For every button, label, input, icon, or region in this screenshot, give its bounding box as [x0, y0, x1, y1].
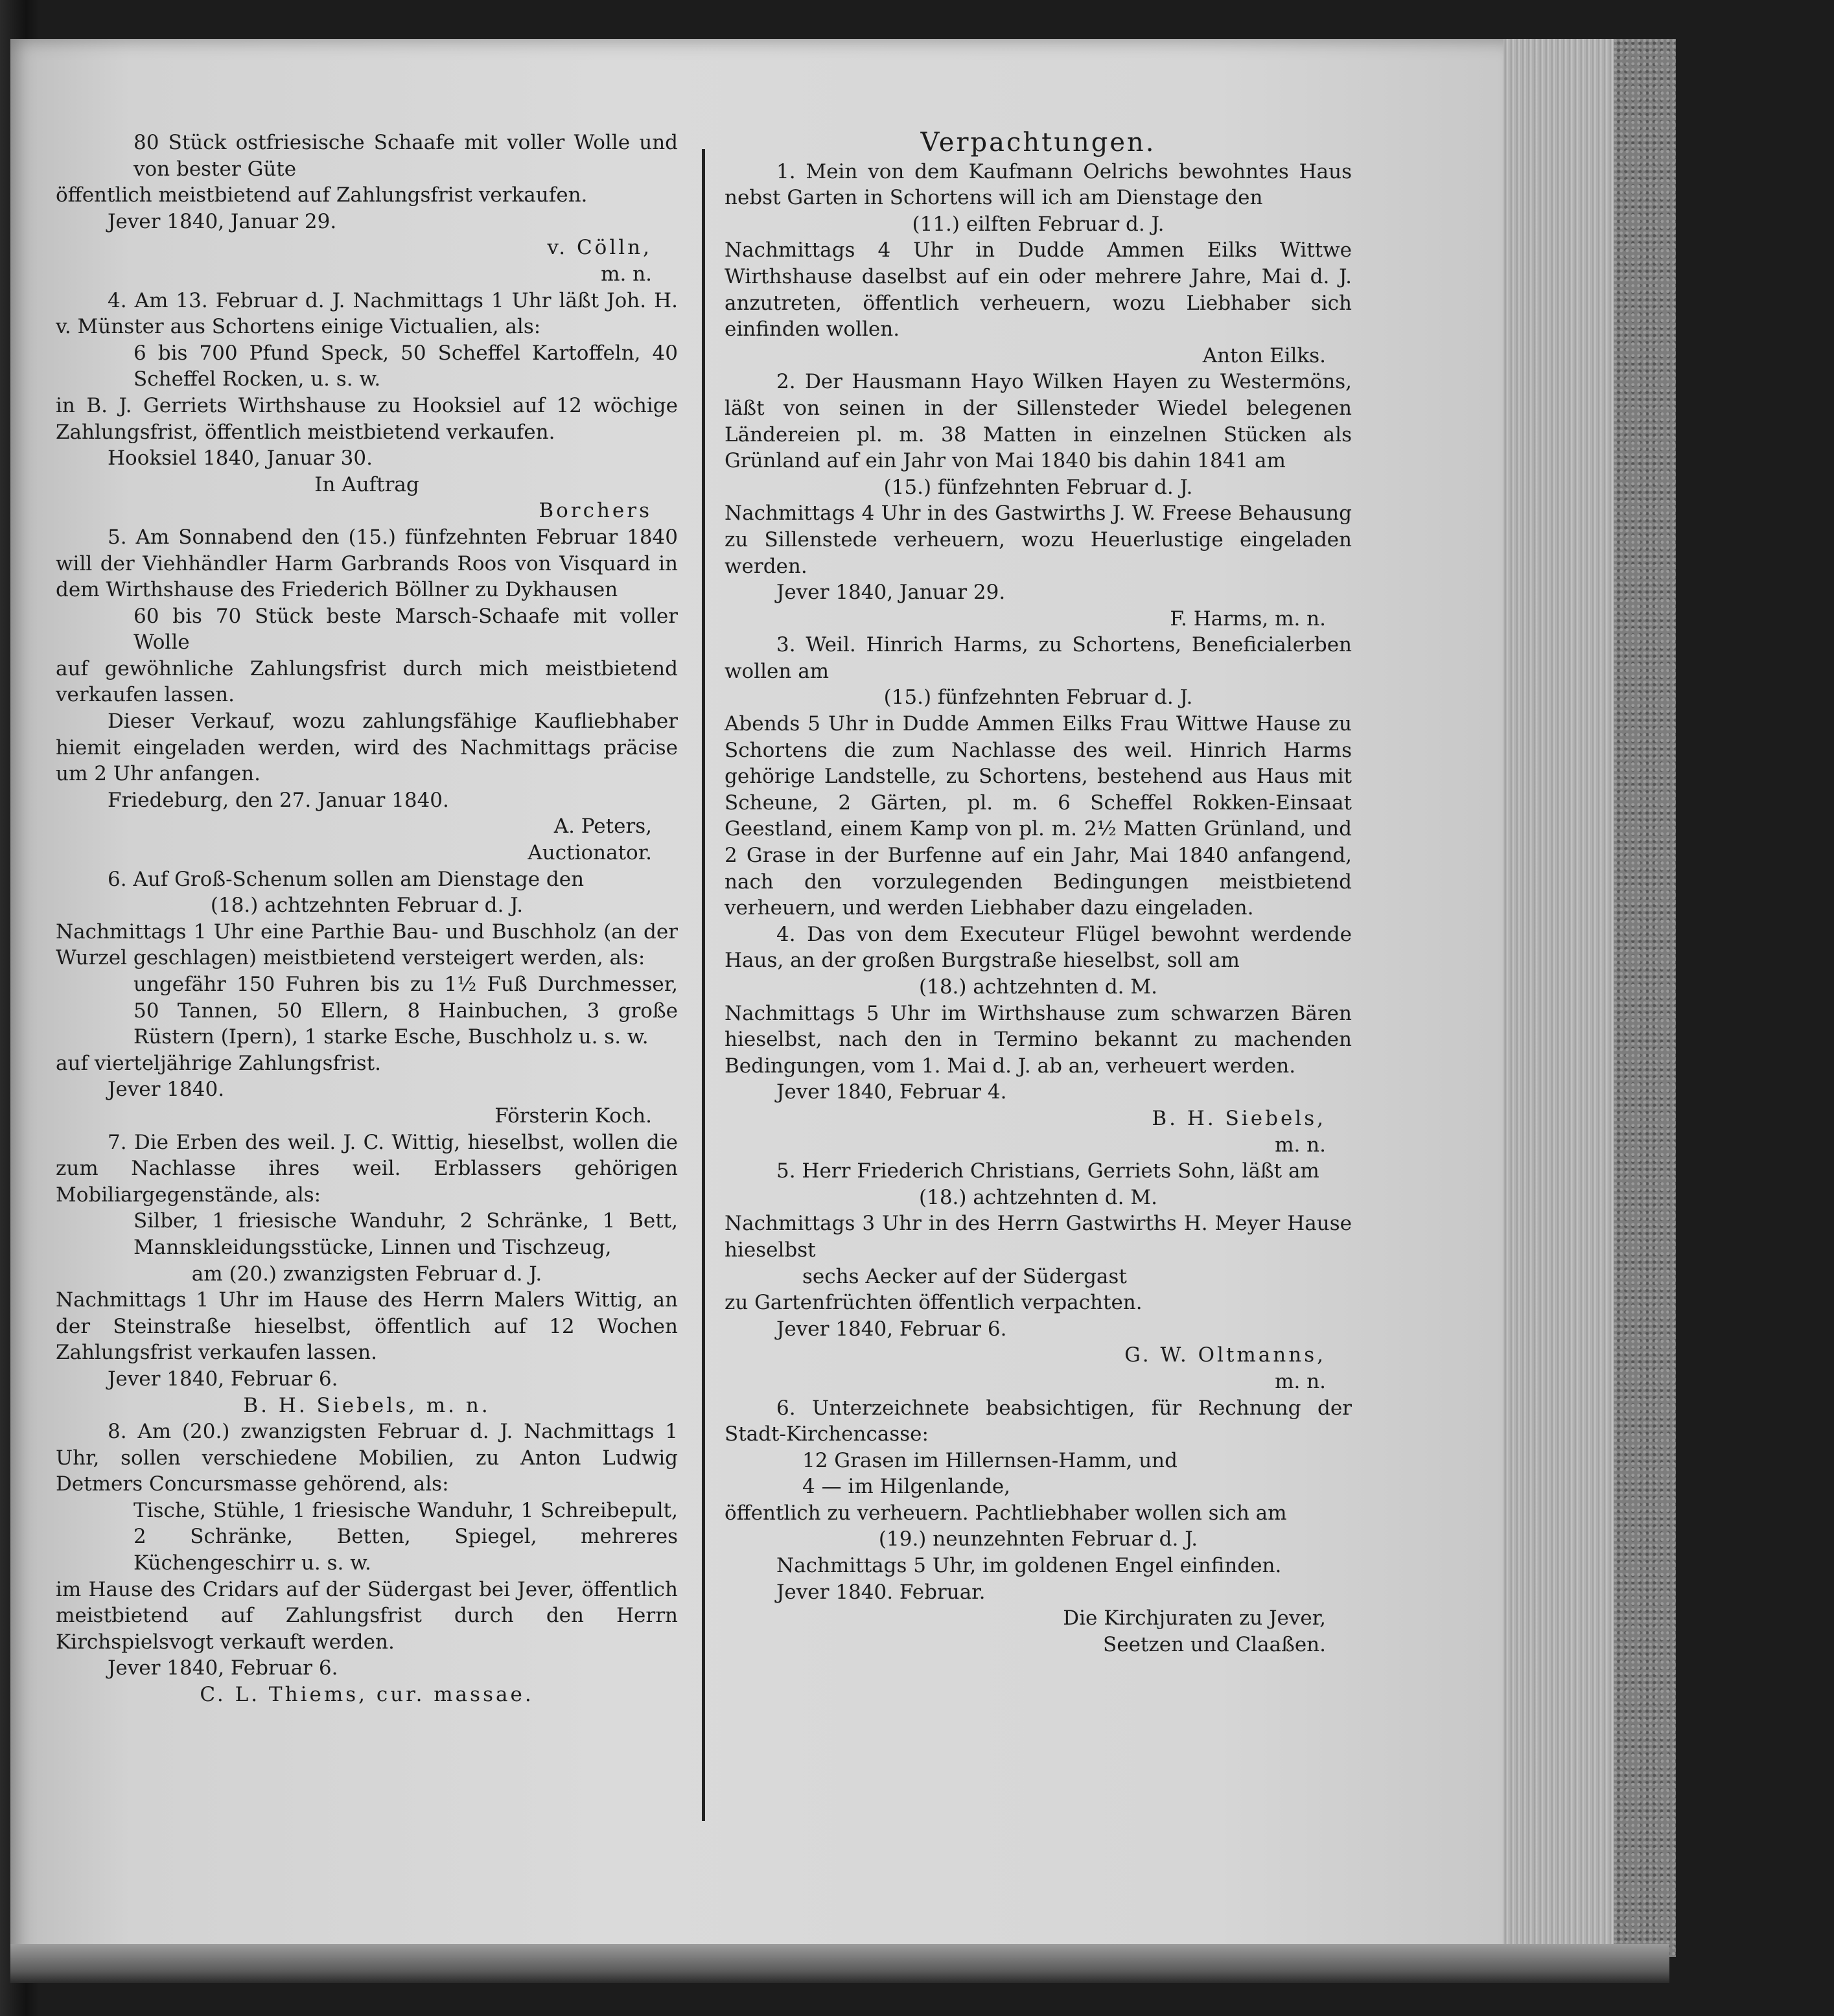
text-line: Nachmittags 4 Uhr in Dudde Ammen Eilks Wittwe Wirthshause daselbst auf ein oder mehrere Jahre, Mai d. J. anzutreten, öffentlich verheuern, wozu Liebhaber sich einfinden wollen.	[725, 238, 1352, 342]
text-line: am (20.) zwanzigsten Februar d. J.	[191, 1262, 542, 1286]
text-line: Nachmittags 5 Uhr im Wirthshause zum schwarzen Bären hieselbst, nach den in Termino bekannt zu machenden Bedingungen, vom 1. Mai d. J. ab an, verheuert werden.	[725, 1001, 1352, 1078]
text-line: B. H. Siebels,	[1152, 1106, 1326, 1130]
text-line: öffentlich meistbietend auf Zahlungsfrist verkaufen.	[56, 183, 588, 207]
text-line: Hooksiel 1840, Januar 30.	[108, 446, 373, 470]
text-line: v. Cölln,	[547, 236, 652, 260]
text-line: 5. Am Sonnabend den (15.) fünfzehnten Februar 1840 will der Viehhändler Harm Garbrands Roos von Visquard in dem Wirthshause des Friederich Böllner zu Dykhausen	[56, 525, 678, 602]
text-line: Jever 1840, Februar 4.	[776, 1080, 1007, 1104]
text-line: Jever 1840. Februar.	[776, 1580, 986, 1604]
text-line: Jever 1840, Februar 6.	[776, 1317, 1007, 1341]
text-line: 7. Die Erben des weil. J. C. Wittig, hieselbst, wollen die zum Nachlasse ihres weil. Erblassers gehörigen Mobiliargegenstände, als:	[56, 1130, 678, 1207]
text-line: m. n.	[1275, 1133, 1326, 1157]
text-line: m. n.	[1275, 1369, 1326, 1393]
text-line: Försterin Koch.	[494, 1104, 652, 1128]
column-rule	[702, 149, 705, 1821]
text-line: auf vierteljährige Zahlungsfrist.	[56, 1051, 381, 1075]
text-line: sechs Aecker auf der Südergast	[802, 1264, 1127, 1288]
text-line: 4 — im Hilgenlande,	[802, 1475, 1011, 1499]
text-line: Silber, 1 friesische Wanduhr, 2 Schränke, 1 Bett, Mannskleidungsstücke, Linnen und Tischzeug,	[133, 1209, 678, 1259]
text-line: 3. Weil. Hinrich Harms, zu Schortens, Beneficialerben wollen am	[725, 633, 1352, 683]
text-line: In Auftrag	[314, 472, 419, 496]
text-line: B. H. Siebels, m. n.	[243, 1393, 491, 1417]
text-line: 80 Stück ostfriesische Schaafe mit voller Wolle und von bester Güte	[133, 131, 678, 181]
left-column	[56, 130, 678, 1708]
text-line: im Hause des Cridars auf der Südergast bei Jever, öffentlich meistbietend auf Zahlungsfrist durch den Herrn Kirchspielsvogt verkauft werden.	[56, 1577, 678, 1654]
text-line: 1. Mein von dem Kaufmann Oelrichs bewohntes Haus nebst Garten in Schortens will ich am Dienstage den	[725, 159, 1352, 210]
text-line: Seetzen und Claaßen.	[1103, 1632, 1326, 1656]
text-line: Friedeburg, den 27. Januar 1840.	[108, 788, 449, 812]
text-line: Auctionator.	[528, 841, 652, 865]
text-line: Anton Eilks.	[1202, 343, 1326, 367]
book-cover-edge	[1614, 39, 1676, 1957]
text-line: 2. Der Hausmann Hayo Wilken Hayen zu Westermöns, läßt von seinen in der Sillensteder Wiedel belegenen Ländereien pl. m. 38 Matten in einzelnen Stücken als Grünland auf ein Jahr von Mai 1840 bis dahin 1841 am	[725, 370, 1352, 473]
text-line: C. L. Thiems, cur. massae.	[200, 1683, 534, 1707]
right-column	[725, 130, 1352, 1658]
text-line: öffentlich zu verheuern. Pachtliebhaber wollen sich am	[725, 1501, 1287, 1525]
text-line: 6 bis 700 Pfund Speck, 50 Scheffel Kartoffeln, 40 Scheffel Rocken, u. s. w.	[133, 341, 678, 391]
text-line: Dieser Verkauf, wozu zahlungsfähige Kaufliebhaber hiemit eingeladen werden, wird des Nachmittags präcise um 2 Uhr anfangen.	[56, 710, 678, 786]
text-line: G. W. Oltmanns,	[1124, 1343, 1326, 1367]
text-line: 5. Herr Friederich Christians, Gerriets Sohn, läßt am	[776, 1159, 1319, 1183]
text-line: in B. J. Gerriets Wirthshause zu Hooksiel auf 12 wöchige Zahlungsfrist, öffentlich meistbietend verkaufen.	[56, 393, 678, 444]
text-line: 4. Das von dem Executeur Flügel bewohnt werdende Haus, an der großen Burgstraße hieselbst, soll am	[725, 922, 1352, 973]
text-line: Jever 1840, Februar 6.	[108, 1656, 338, 1680]
text-line: Nachmittags 5 Uhr, im goldenen Engel einfinden.	[776, 1554, 1282, 1578]
text-line: 6. Unterzeichnete beabsichtigen, für Rechnung der Stadt-Kirchencasse:	[725, 1396, 1352, 1446]
text-line: Nachmittags 1 Uhr eine Parthie Bau- und Buschholz (an der Wurzel geschlagen) meistbietend versteigert werden, als:	[56, 920, 678, 970]
text-line: Borchers	[539, 499, 652, 523]
text-line: (18.) achtzehnten Februar d. J.	[210, 894, 524, 918]
text-line: Nachmittags 4 Uhr in des Gastwirths J. W. Freese Behausung zu Sillenstede verheuern, wozu Heuerlustige eingeladen werden.	[725, 502, 1352, 578]
section-heading: Verpachtungen.	[920, 128, 1156, 157]
text-line: Tische, Stühle, 1 friesische Wanduhr, 1 Schreibepult, 2 Schränke, Betten, Spiegel, mehreres Küchengeschirr u. s. w.	[133, 1498, 678, 1575]
text-line: Jever 1840, Januar 29.	[776, 581, 1006, 605]
text-line: (18.) achtzehnten d. M.	[919, 975, 1157, 999]
text-line: Jever 1840, Januar 29.	[108, 209, 337, 233]
text-line: Nachmittags 3 Uhr in des Herrn Gastwirths H. Meyer Hause hieselbst	[725, 1212, 1352, 1262]
text-line: F. Harms, m. n.	[1170, 607, 1326, 631]
text-line: Jever 1840.	[108, 1078, 225, 1102]
text-line: zu Gartenfrüchten öffentlich verpachten.	[725, 1291, 1143, 1315]
text-line: 60 bis 70 Stück beste Marsch-Schaafe mit voller Wolle	[133, 604, 678, 655]
text-line: 6. Auf Groß-Schenum sollen am Dienstage den	[108, 867, 585, 891]
text-line: Nachmittags 1 Uhr im Hause des Herrn Malers Wittig, an der Steinstraße hieselbst, öffentlich auf 12 Wochen Zahlungsfrist verkaufen lassen.	[56, 1288, 678, 1365]
book-bottom-edge	[10, 1944, 1669, 1983]
text-line: Die Kirchjuraten zu Jever,	[1063, 1606, 1326, 1630]
right-column-body	[725, 159, 1352, 1658]
text-line: m. n.	[601, 262, 652, 286]
text-line: 8. Am (20.) zwanzigsten Februar d. J. Nachmittags 1 Uhr, sollen verschiedene Mobilien, zu Anton Ludwig Detmers Concursmasse gehörend, als:	[56, 1420, 678, 1496]
text-line: ungefähr 150 Fuhren bis zu 1½ Fuß Durchmesser, 50 Tannen, 50 Ellern, 8 Hainbuchen, 3 große Rüstern (Ipern), 1 starke Esche, Buschholz u. s. w.	[133, 973, 678, 1049]
text-line: 12 Grasen im Hillernsen-Hamm, und	[802, 1448, 1178, 1472]
text-line: (15.) fünfzehnten Februar d. J.	[883, 475, 1193, 499]
text-line: A. Peters,	[553, 815, 652, 839]
text-line: (19.) neunzehnten Februar d. J.	[878, 1527, 1198, 1551]
text-line: 4. Am 13. Februar d. J. Nachmittags 1 Uhr läßt Joh. H. v. Münster aus Schortens einige Victualien, als:	[56, 288, 678, 339]
text-line: auf gewöhnliche Zahlungsfrist durch mich meistbietend verkaufen lassen.	[56, 656, 678, 707]
text-line: (15.) fünfzehnten Februar d. J.	[883, 686, 1193, 710]
text-line: Abends 5 Uhr in Dudde Ammen Eilks Frau Wittwe Hause zu Schortens die zum Nachlasse des weil. Hinrich Harms gehörige Landstelle, zu Schortens, bestehend aus Haus mit Scheune, 2 Gärten, pl. m. 6 Scheffel Rokken-Einsaat Geestland, einem Kamp von pl. m. 2½ Matten Grünland, und 2 Grase in der Burfenne auf ein Jahr, Mai 1840 anfangend, nach den vorzulegenden Bedingungen meistbietend verheuern, und werden Liebhaber dazu eingeladen.	[725, 712, 1352, 920]
text-line: (11.) eilften Februar d. J.	[912, 212, 1165, 236]
text-line: Jever 1840, Februar 6.	[108, 1367, 338, 1391]
page-stack-edge	[1503, 39, 1614, 1944]
text-line: (18.) achtzehnten d. M.	[919, 1185, 1157, 1209]
